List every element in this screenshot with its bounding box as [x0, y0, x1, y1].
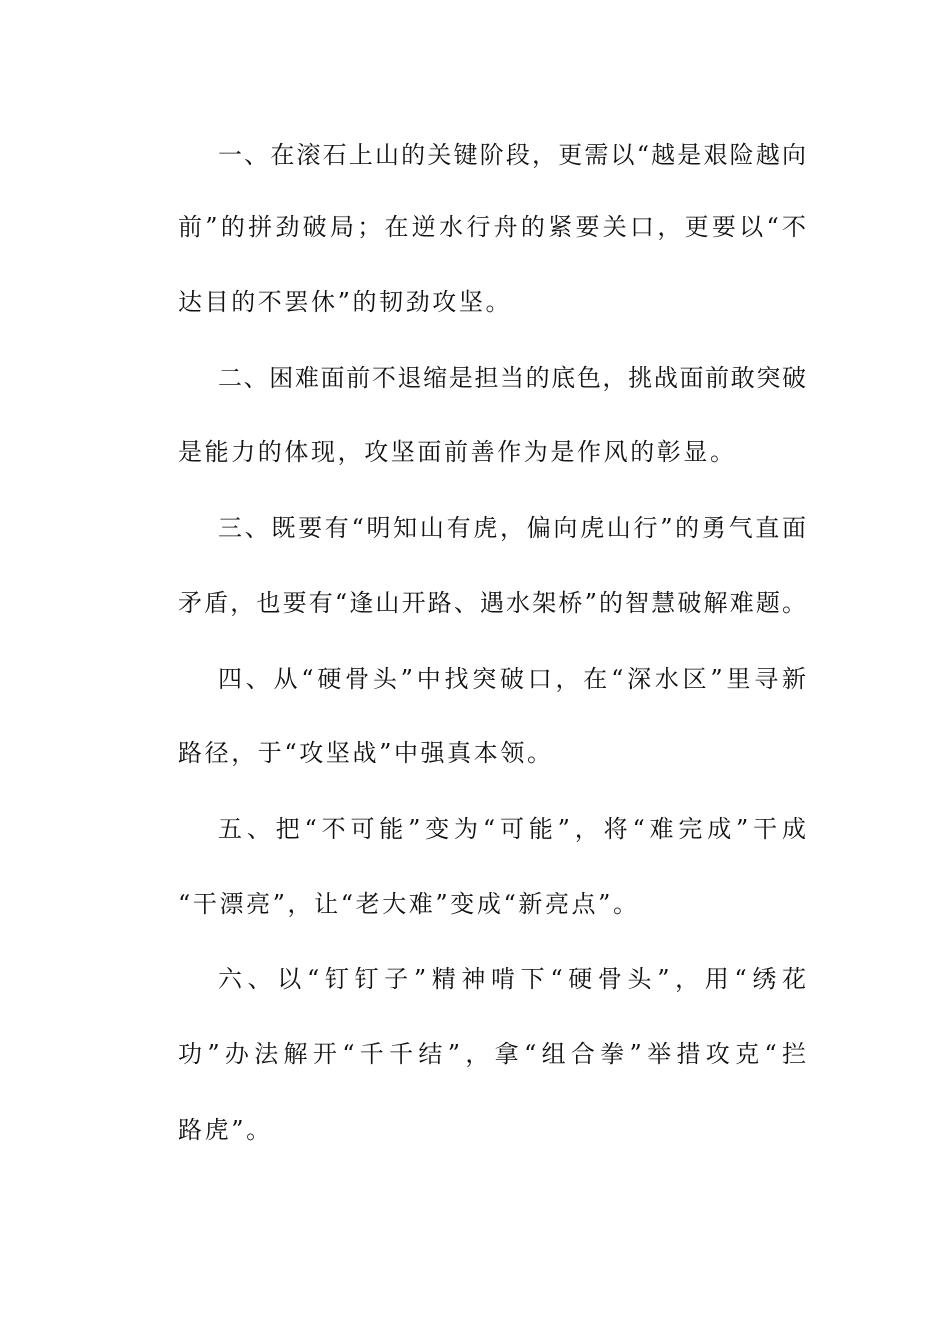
paragraph-5-line-2: “干漂亮”，让“老大难”变成“新亮点”。: [178, 890, 640, 918]
paragraph-2-line-2: 是能力的体现，攻坚面前善作为是作风的彰显。: [178, 438, 737, 466]
paragraph-3-line-1: 三、既要有“明知山有虎，偏向虎山行”的勇气直面: [218, 514, 806, 542]
paragraph-5-line-1: 五、把“不可能”变为“可能”，将“难完成”干成: [218, 815, 806, 843]
paragraph-6-line-1: 六、以“钉钉子”精神啃下“硬骨头”，用“绣花: [218, 965, 806, 993]
paragraph-1-line-1: 一、在滚石上山的关键阶段，更需以“越是艰险越向: [218, 141, 806, 169]
paragraph-3-line-2: 矛盾，也要有“逢山开路、遇水架桥”的智慧破解难题。: [178, 589, 806, 617]
paragraph-6-line-3: 路虎”。: [178, 1116, 273, 1144]
paragraph-2-line-1: 二、困难面前不退缩是担当的底色，挑战面前敢突破: [218, 364, 806, 392]
paragraph-6-line-2: 功”办法解开“千千结”，拿“组合拳”举措攻克“拦: [178, 1040, 806, 1068]
paragraph-4-line-2: 路径，于“攻坚战”中强真本领。: [178, 739, 554, 767]
paragraph-4-line-1: 四、从“硬骨头”中找突破口，在“深水区”里寻新: [218, 665, 806, 693]
paragraph-1-line-3: 达目的不罢休”的韧劲攻坚。: [178, 288, 513, 316]
paragraph-1-line-2: 前”的拼劲破局；在逆水行舟的紧要关口，更要以“不: [178, 213, 806, 241]
